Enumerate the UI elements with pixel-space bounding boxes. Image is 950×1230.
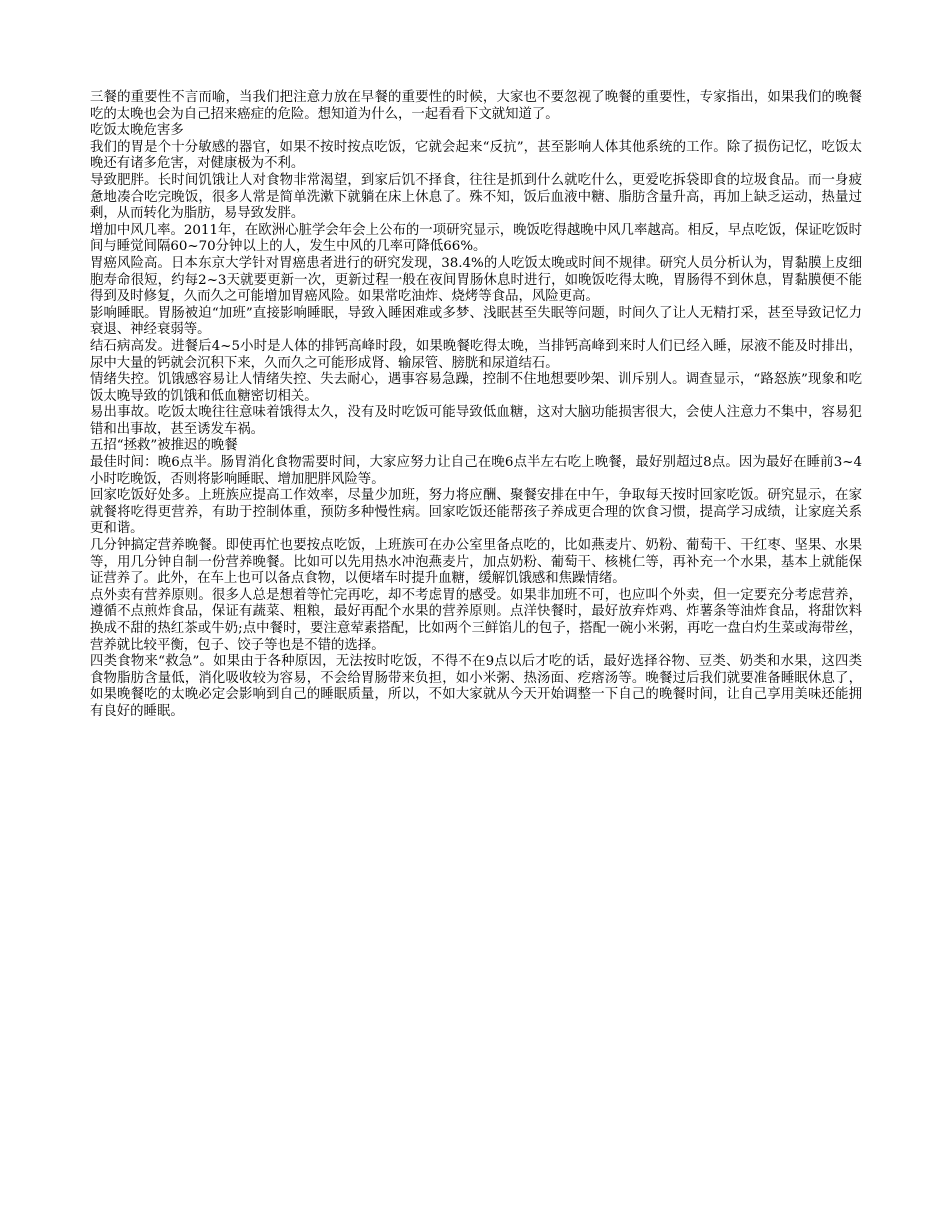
intro-paragraph: 三餐的重要性不言而喻，当我们把注意力放在早餐的重要性的时候，大家也不要忽视了晚餐的重要性，专家指出，如果我们的晚餐吃的太晚也会为自己招来癌症的危险。想知道为什么，一起看看下文就知道了。 <box>90 90 862 122</box>
paragraph-best-time: 最佳时间：晚6点半。肠胃消化食物需要时间，大家应努力让自己在晚6点半左右吃上晚餐，最好别超过8点。因为最好在睡前3~4小时吃晚饭，否则将影响睡眠、增加肥胖风险等。 <box>90 455 862 487</box>
paragraph-quick-meal: 几分钟搞定营养晚餐。即使再忙也要按点吃饭，上班族可在办公室里备点吃的，比如燕麦片、奶粉、葡萄干、干红枣、坚果、水果等，用几分钟自制一份营养晚餐。比如可以先用热水冲泡燕麦片，加点奶粉、葡萄干、核桃仁等，再补充一个水果，基本上就能保证营养了。此外，在车上也可以备点食物，以便堵车时提升血糖，缓解饥饿感和焦躁情绪。 <box>90 538 862 587</box>
paragraph-stomach-cancer: 胃癌风险高。日本东京大学针对胃癌患者进行的研究发现，38.4%的人吃饭太晚或时间不规律。研究人员分析认为，胃黏膜上皮细胞寿命很短，约每2~3天就要更新一次，更新过程一般在夜间胃肠休息时进行，如晚饭吃得太晚，胃肠得不到休息，胃黏膜便不能得到及时修复，久而久之可能增加胃癌风险。如果常吃油炸、烧烤等食品，风险更高。 <box>90 255 862 305</box>
paragraph-eat-at-home: 回家吃饭好处多。上班族应提高工作效率，尽量少加班，努力将应酬、聚餐安排在中午，争取每天按时回家吃饭。研究显示，在家就餐将吃得更营养，有助于控制体重，预防多种慢性病。回家吃饭还能帮孩子养成更合理的饮食习惯，提高学习成绩，让家庭关系更和谐。 <box>90 488 862 537</box>
section-heading-harms: 吃饭太晚危害多 <box>90 123 184 139</box>
paragraph-accidents: 易出事故。吃饭太晚往往意味着饿得太久，没有及时吃饭可能导致低血糖，这对大脑功能损害很大，会使人注意力不集中，容易犯错和出事故，甚至诱发车祸。 <box>90 405 862 437</box>
paragraph-stroke-risk: 增加中风几率。2011年，在欧洲心脏学会年会上公布的一项研究显示，晚饭吃得越晚中风几率越高。相反，早点吃饭，保证吃饭时间与睡觉间隔60~70分钟以上的人，发生中风的几率可降低66%。 <box>90 222 862 255</box>
paragraph-emotions: 情绪失控。饥饿感容易让人情绪失控、失去耐心，遇事容易急躁，控制不住地想要吵架、训斥别人。调查显示，“路怒族”现象和吃饭太晚导致的饥饿和低血糖密切相关。 <box>90 372 862 404</box>
section-heading-tips: 五招“拯救”被推迟的晚餐 <box>90 438 238 454</box>
paragraph-takeout: 点外卖有营养原则。很多人总是想着等忙完再吃，却不考虑胃的感受。如果非加班不可，也应叫个外卖，但一定要充分考虑营养，遵循不点煎炸食品，保证有蔬菜、粗粮，最好再配个水果的营养原则。点洋快餐时，最好放弃炸鸡、炸薯条等油炸食品，将甜饮料换成不甜的热红茶或牛奶;点中餐时，要注意荤素搭配，比如两个三鲜馅儿的包子，搭配一碗小米粥，再吃一盘白灼生菜或海带丝，营养就比较平衡，包子、饺子等也是不错的选择。 <box>90 587 862 653</box>
paragraph-obesity: 导致肥胖。长时间饥饿让人对食物非常渴望，到家后饥不择食，往往是抓到什么就吃什么，更爱吃拆袋即食的垃圾食品。而一身疲惫地凑合吃完晚饭，很多人常是简单洗漱下就躺在床上休息了。殊不知，饭后血液中糖、脂肪含量升高，再加上缺乏运动，热量过剩，从而转化为脂肪，易导致发胖。 <box>90 172 862 222</box>
paragraph-stomach-sensitive: 我们的胃是个十分敏感的器官，如果不按时按点吃饭，它就会起来“反抗”，甚至影响人体其他系统的工作。除了损伤记忆，吃饭太晚还有诸多危害，对健康极为不利。 <box>90 139 862 172</box>
paragraph-stones: 结石病高发。进餐后4~5小时是人体的排钙高峰时段，如果晚餐吃得太晚，当排钙高峰到来时人们已经入睡，尿液不能及时排出，尿中大量的钙就会沉积下来，久而久之可能形成肾、输尿管、膀胱和尿道结石。 <box>90 338 862 371</box>
article-body <box>90 90 862 721</box>
paragraph-emergency-foods: 四类食物来“救急”。如果由于各种原因，无法按时吃饭，不得不在9点以后才吃的话，最好选择谷物、豆类、奶类和水果，这四类食物脂肪含量低，消化吸收较为容易，不会给胃肠带来负担，如小米粥、热汤面、疙瘩汤等。晚餐过后我们就要准备睡眠休息了，如果晚餐吃的太晚必定会影响到自己的睡眠质量，所以，不如大家就从今天开始调整一下自己的晚餐时间，让自己享用美味还能拥有良好的睡眠。 <box>90 654 862 719</box>
paragraph-sleep: 影响睡眠。胃肠被迫“加班”直接影响睡眠，导致入睡困难或多梦、浅眠甚至失眠等问题，时间久了让人无精打采，甚至导致记忆力衰退、神经衰弱等。 <box>90 305 862 338</box>
